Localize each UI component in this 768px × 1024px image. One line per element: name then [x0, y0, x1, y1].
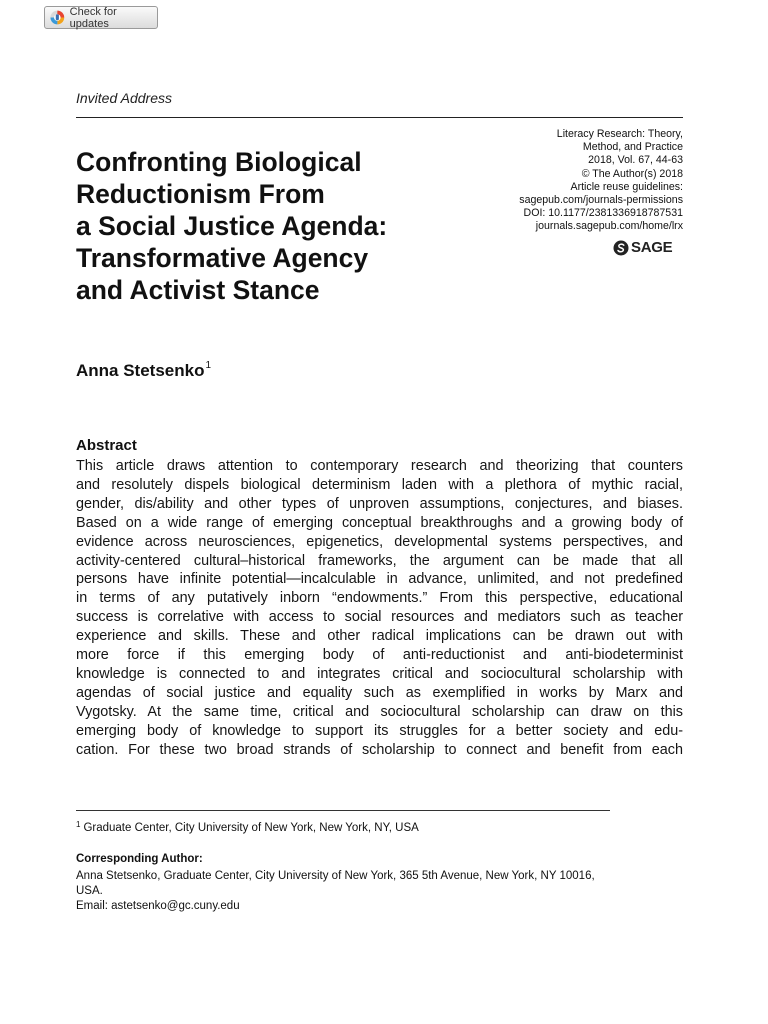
title-line: a Social Justice Agenda:: [76, 211, 388, 241]
title-line: Transformative Agency: [76, 243, 369, 273]
corresponding-author-details: [76, 869, 686, 914]
abstract-line: knowledge is connected to and integrates critical and sociocultural scholarship with: [76, 665, 683, 682]
permissions-link[interactable]: sagepub.com/journals-permissions: [519, 194, 683, 207]
abstract-line: This article draws attention to contemporary research and theorizing that counters: [76, 458, 683, 474]
abstract-line: success is correlative with access to social resources and mediators such as teacher: [76, 609, 683, 626]
corresponding-address-line: Anna Stetsenko, Graduate Center, City University of New York, 365 5th Avenue, New York, NY 10016,: [76, 870, 595, 882]
affiliation-text: Graduate Center, City University of New York, New York, NY, USA: [83, 822, 419, 834]
check-for-updates-label: Check for updates: [69, 5, 117, 30]
journal-name-line: Method, and Practice: [582, 141, 683, 154]
abstract-body: [76, 457, 683, 760]
doi-link[interactable]: DOI: 10.1177/2381336918787531: [523, 207, 683, 220]
abstract-line: persons have infinite potential—incalculable in advance, unlimited, and not predefined: [76, 571, 683, 588]
footnote-rule: [76, 810, 610, 811]
corresponding-email[interactable]: Email: astetsenko@gc.cuny.edu: [76, 900, 240, 912]
footnote-mark: 1: [76, 820, 81, 829]
abstract-line: emerging body of knowledge to support its struggles for a better society and edu-: [76, 722, 683, 739]
section-label: Invited Address: [76, 90, 172, 106]
abstract-line: experience and skills. These and other radical implications can be drawn out with: [76, 628, 683, 645]
sage-logo-icon: [613, 240, 629, 256]
abstract-line: Based on a wide range of emerging conceptual breakthroughs and a growing body of: [76, 514, 683, 531]
title-line: and Activist Stance: [76, 275, 320, 305]
affiliation-footnote: [76, 820, 419, 834]
abstract-heading: Abstract: [76, 437, 137, 454]
journal-volume: 2018, Vol. 67, 44-63: [588, 154, 683, 167]
corresponding-address-line: USA.: [76, 885, 103, 897]
abstract-line: gender, dis/ability and other types of unproven assumptions, conjectures, and biases.: [76, 495, 683, 512]
abstract-line: more force if this emerging body of anti-reductionist and anti-biodeterminist: [76, 647, 683, 664]
crossmark-icon: [50, 10, 65, 25]
journal-info: [453, 128, 683, 234]
abstract-line: cation. For these two broad strands of scholarship to connect and benefit from each: [76, 741, 683, 758]
journal-home-link[interactable]: journals.sagepub.com/home/lrx: [535, 220, 683, 233]
abstract-line: Vygotsky. At the same time, critical and sociocultural scholarship can draw on this: [76, 703, 683, 720]
abstract-line: in terms of any putatively inborn “endowments.” From this perspective, educational: [76, 590, 683, 607]
title-line: Confronting Biological: [76, 147, 362, 177]
header-rule: [76, 117, 683, 118]
sage-logo: [613, 239, 672, 256]
abstract-line: activity-centered cultural–historical frameworks, the argument can be made that all: [76, 552, 683, 569]
article-title: [76, 146, 466, 306]
abstract-line: evidence across neurosciences, epigenetics, developmental systems perspectives, and: [76, 533, 683, 550]
check-for-updates-button[interactable]: [44, 6, 158, 29]
publisher-name: SAGE: [631, 239, 673, 256]
author-name: [76, 360, 211, 381]
abstract-line: and resolutely dispels biological determinism laden with a plethora of mythic racial,: [76, 476, 683, 493]
author-name-text: Anna Stetsenko: [76, 361, 205, 380]
abstract-line: agendas of social justice and equality such as exemplified in works by Marx and: [76, 684, 683, 701]
copyright: © The Author(s) 2018: [581, 167, 683, 180]
reuse-guidelines-label: Article reuse guidelines:: [570, 180, 683, 193]
journal-name-line: Literacy Research: Theory,: [556, 128, 683, 140]
author-affiliation-mark: 1: [205, 360, 212, 371]
corresponding-author-heading: Corresponding Author:: [76, 853, 203, 865]
title-line: Reductionism From: [76, 179, 325, 209]
